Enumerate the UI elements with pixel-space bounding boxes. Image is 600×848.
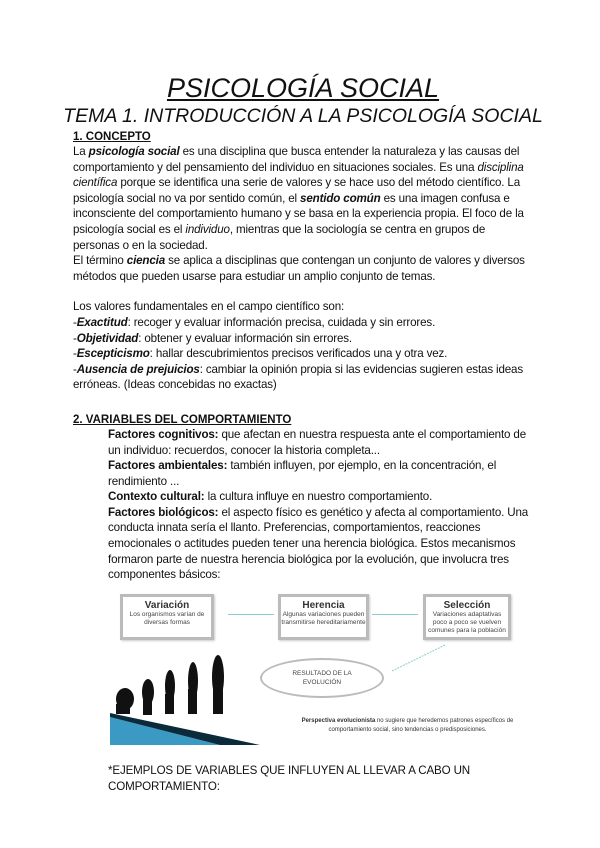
text: es una disciplina que busca entender la naturaleza y las causas del comportamiento y del pensamiento del individuo en situaciones sociales. Es una [73, 145, 520, 174]
box-herencia [278, 594, 369, 640]
box-title: Selección [443, 599, 491, 611]
value-term: Ausencia de prejuicios [76, 362, 200, 376]
factor-item [108, 505, 533, 583]
value-desc: : cambiar la opinión propia si las evidencias sugieren estas ideas erróneas. (Ideas concebidas no exactas) [73, 362, 524, 392]
values-intro: Los valores fundamentales en el campo científico son: [73, 300, 345, 314]
box-title: Variación [144, 599, 190, 611]
value-desc: : recoger y evaluar información precisa, cuidada y sin errores. [127, 315, 436, 329]
text: porque se identifica una serie de valores y se hace uso del método científico. La psicología social no va por sentido común, el [73, 176, 521, 205]
value-item: -Escepticismo: hallar descubrimientos precisos verificados una y otra vez. [73, 347, 448, 361]
box-title: Herencia [302, 599, 345, 611]
box-desc: Variaciones adaptativas poco a poco se vuelven comunes para la población [428, 610, 506, 634]
term-sentido-comun: sentido común [300, 191, 381, 205]
section-heading-concepto: 1. CONCEPTO [73, 131, 151, 143]
arrow-icon [372, 614, 418, 615]
text: se aplica a disciplinas que contengan un conjunto de valores y diversos métodos que pueden usarse para estudiar un amplio conjunto de temas. [73, 254, 525, 283]
value-item: -Exactitud: recoger y evaluar información precisa, cuidada y sin errores. [73, 315, 436, 329]
document-title: PSICOLOGÍA SOCIAL [166, 73, 440, 103]
box-desc: Algunas variaciones pueden transmitirse hereditariamente [281, 610, 366, 626]
evolution-figure [110, 589, 522, 745]
factor-term: Factores ambientales: [108, 459, 228, 473]
factor-desc: también influyen, por ejemplo, en la concentración, el rendimiento ... [108, 459, 497, 488]
factor-item [108, 458, 533, 489]
factor-desc: el aspecto físico es genético y afecta al comportamiento. Una conducta innata sería el llanto. Preferencias, comportamientos, reacciones emocionales o actitudes pueden tener una herencia biológica. Estos mecanismos formaron parte de nuestra herencia biológica por la evolución, que involucra tres componentes básicos: [108, 505, 529, 582]
perspective-caption [290, 717, 525, 735]
ciencia-paragraph [73, 253, 533, 284]
factors-list [108, 427, 533, 583]
value-desc: : hallar descubrimientos precisos verificados una y otra vez. [149, 347, 448, 361]
result-ellipse [260, 658, 384, 698]
value-term: Exactitud [76, 315, 128, 329]
document-page [63, 0, 543, 835]
examples-note: *EJEMPLOS DE VARIABLES QUE INFLUYEN AL LLEVAR A CABO UN COMPORTAMIENTO: [108, 763, 471, 793]
term-ciencia: ciencia [126, 254, 166, 268]
value-term: Objetividad [76, 331, 139, 345]
factor-desc: la cultura influye en nuestro comportamiento. [204, 490, 433, 504]
term-psicologia-social: psicología social [88, 145, 180, 158]
value-item: -Objetividad: obtener y evaluar información sin errores. [73, 331, 352, 345]
factor-desc: que afectan en nuestra respuesta ante el comportamiento de un individuo: recuerdos, conocer la historia completa... [108, 427, 526, 457]
value-item: -Ausencia de prejuicios: cambiar la opinión propia si las evidencias sugieren estas ideas erróneas. (Ideas concebidas no exactas) [73, 362, 524, 392]
factor-item [108, 427, 533, 458]
document-subtitle: TEMA 1. INTRODUCCIÓN A LA PSICOLOGÍA SOCIAL [63, 105, 543, 127]
result-line: EVOLUCIÓN [302, 678, 342, 686]
perspective-text: no sugiere que heredemos patrones específicos de comportamiento social, sino tendencias o predisposiciones. [328, 717, 514, 733]
text: es una imagen confusa e inconsciente del comportamiento humano y se basa en la experiencia propia. El foco de la psicología social es el [73, 191, 524, 236]
arrow-icon [392, 645, 445, 671]
term-disciplina-cientifica: disciplina científica [73, 160, 524, 190]
perspective-bold: Perspectiva evolucionista [301, 717, 376, 724]
factor-term: Contexto cultural: [108, 490, 205, 504]
value-desc: : obtener y evaluar información sin errores. [138, 331, 352, 345]
factor-term: Factores cognitivos: [108, 427, 219, 441]
result-line: RESULTADO DE LA [292, 669, 352, 677]
box-variacion [120, 594, 214, 640]
value-term: Escepticismo [76, 347, 150, 361]
arrow-icon [228, 614, 274, 615]
term-individuo: individuo [185, 222, 230, 236]
text: La [73, 145, 89, 158]
box-seleccion [423, 594, 511, 640]
factor-item [108, 489, 533, 505]
text: , mientras que la sociología se centra en grupos de personas o en la sociedad. [73, 222, 486, 252]
section-heading-variables: 2. VARIABLES DEL COMPORTAMIENTO [73, 413, 292, 426]
box-desc: Los organismos varían de diversas formas [129, 610, 205, 626]
text: El término [73, 254, 127, 268]
factor-term: Factores biológicos: [108, 505, 219, 519]
concepto-paragraph [73, 144, 533, 253]
